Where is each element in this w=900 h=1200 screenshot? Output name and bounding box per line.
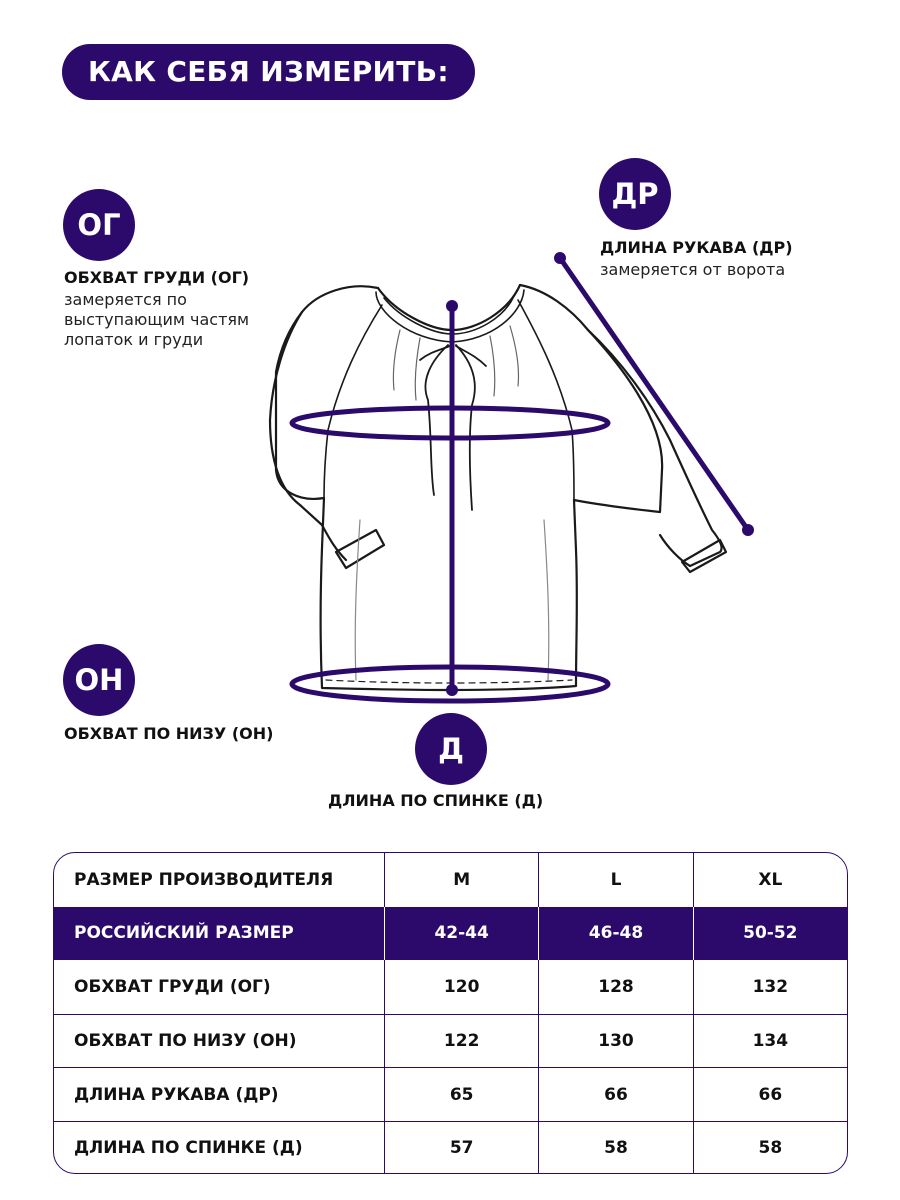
table-cell: 42-44: [384, 907, 538, 961]
dr-badge: ДР: [599, 158, 671, 230]
table-cell: 46-48: [538, 907, 692, 961]
table-row-label: ДЛИНА ПО СПИНКЕ (Д): [74, 1138, 303, 1159]
hem-stitch: [326, 680, 572, 683]
table-row-hem: [54, 1014, 847, 1068]
tie-left: [425, 345, 448, 495]
table-row-label: ДЛИНА РУКАВА (ДР): [74, 1084, 279, 1105]
right-raglan-seam: [518, 300, 574, 500]
tie-bow-right: [456, 346, 486, 366]
sleeve-length-start-dot: [554, 252, 566, 264]
table-header-row: [54, 853, 847, 907]
table-cell: 128: [538, 960, 692, 1014]
on-badge: ОН: [63, 644, 135, 716]
table-cell: 132: [693, 960, 847, 1014]
tie-bow-left: [420, 346, 450, 360]
og-desc-line-2: выступающим частям: [64, 310, 250, 329]
fold-2: [415, 338, 420, 400]
og-desc-line-3: лопаток и груди: [64, 330, 204, 349]
sleeve-length-end-dot: [742, 524, 754, 536]
table-row-label: ОБХВАТ ГРУДИ (ОГ): [74, 976, 271, 997]
table-cell: 58: [693, 1122, 847, 1174]
table-cell: 66: [693, 1068, 847, 1121]
table-cell: 134: [693, 1015, 847, 1068]
og-badge: ОГ: [63, 189, 135, 261]
table-cell: 66: [538, 1068, 692, 1121]
table-cell: 130: [538, 1015, 692, 1068]
table-cell: 50-52: [693, 907, 847, 961]
fold-3: [490, 336, 495, 396]
og-title: ОБХВАТ ГРУДИ (ОГ): [64, 268, 250, 287]
table-row-sleeve: [54, 1067, 847, 1121]
size-table: [53, 852, 848, 1174]
table-cell: 65: [384, 1068, 538, 1121]
back-length-start-dot: [446, 300, 458, 312]
table-cell: 57: [384, 1122, 538, 1174]
page-title: КАК СЕБЯ ИЗМЕРИТЬ:: [62, 44, 475, 100]
dr-title: ДЛИНА РУКАВА (ДР): [600, 238, 793, 257]
fold-6: [544, 520, 549, 680]
on-title: ОБХВАТ ПО НИЗУ (ОН): [64, 724, 274, 743]
d-badge: Д: [415, 713, 487, 785]
table-header-cell: M: [384, 853, 538, 907]
back-length-end-dot: [446, 684, 458, 696]
table-header-cell: L: [538, 853, 692, 907]
right-cuff: [682, 540, 726, 572]
left-raglan-seam: [324, 305, 382, 498]
sleeve-length-line: [560, 258, 748, 530]
left-cuff: [336, 530, 384, 568]
tie-right: [456, 345, 475, 510]
og-desc-line-1: замеряется по: [64, 290, 187, 309]
table-row-label: ОБХВАТ ПО НИЗУ (ОН): [74, 1031, 297, 1052]
table-row-label: РОССИЙСКИЙ РАЗМЕР: [74, 923, 294, 944]
fold-5: [355, 520, 360, 680]
fold-1: [393, 330, 400, 390]
table-row-back-length: [54, 1121, 847, 1174]
right-sleeve: [588, 330, 722, 566]
dr-desc-line-1: замеряется от ворота: [600, 260, 786, 279]
table-cell: 122: [384, 1015, 538, 1068]
fold-4: [510, 326, 519, 386]
table-row-russian-size: [54, 907, 847, 961]
table-cell: 58: [538, 1122, 692, 1174]
table-header-cell: РАЗМЕР ПРОИЗВОДИТЕЛЯ: [74, 869, 334, 890]
table-cell: 120: [384, 960, 538, 1014]
d-title: ДЛИНА ПО СПИНКЕ (Д): [328, 791, 544, 810]
table-header-cell: XL: [693, 853, 847, 907]
table-row-chest: [54, 960, 847, 1014]
